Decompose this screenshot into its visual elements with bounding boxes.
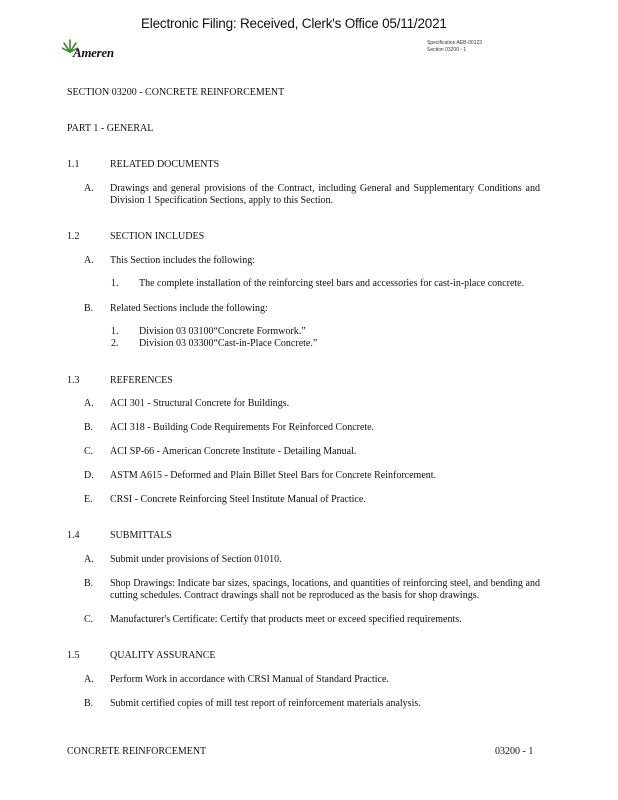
- paragraph-text: Manufacturer's Certificate: Certify that products meet or exceed specified requirements.: [110, 614, 462, 625]
- subparagraph-text: The complete installation of the reinforcing steel bars and accessories for cast-in-place concrete.: [139, 278, 525, 289]
- section-title: SECTION 03200 - CONCRETE REINFORCEMENT: [67, 87, 285, 98]
- subparagraph-text: Division 03 03300“Cast-in-Place Concrete.”: [139, 338, 318, 349]
- subparagraph-number: 1.: [111, 326, 119, 337]
- spec-line-1: Specification AEB-00123: [427, 40, 483, 46]
- paragraph-text: Perform Work in accordance with CRSI Manual of Standard Practice.: [110, 674, 389, 685]
- filing-stamp: Electronic Filing: Received, Clerk's Office 05/11/2021: [141, 16, 447, 31]
- paragraph-letter: A.: [84, 674, 94, 685]
- subparagraph-text: Division 03 03100“Concrete Formwork.”: [139, 326, 306, 337]
- paragraph-letter: A.: [84, 398, 94, 409]
- article-number: 1.2: [67, 231, 80, 242]
- paragraph-letter: B.: [84, 303, 94, 314]
- paragraph-letter: A.: [84, 183, 94, 194]
- paragraph-letter: A.: [84, 554, 94, 565]
- article-title: SUBMITTALS: [110, 530, 172, 541]
- paragraph-text: Related Sections include the following:: [110, 303, 268, 314]
- paragraph-text: ACI 301 - Structural Concrete for Buildings.: [110, 398, 290, 409]
- paragraph-letter: B.: [84, 422, 94, 433]
- paragraph-text: Submit certified copies of mill test report of reinforcement materials analysis.: [110, 698, 421, 709]
- paragraph-letter: D.: [84, 470, 94, 481]
- part-title: PART 1 - GENERAL: [67, 123, 154, 134]
- page-number: 03200 - 1: [495, 746, 534, 757]
- article-number: 1.4: [67, 530, 80, 541]
- article-title: RELATED DOCUMENTS: [110, 159, 220, 170]
- subparagraph-number: 1.: [111, 278, 119, 289]
- article-number: 1.5: [67, 650, 80, 661]
- paragraph-letter: C.: [84, 614, 94, 625]
- subparagraph-number: 2.: [111, 338, 119, 349]
- paragraph-letter: B.: [84, 698, 94, 709]
- article-title: QUALITY ASSURANCE: [110, 650, 216, 661]
- article-number: 1.1: [67, 159, 80, 170]
- paragraph-letter: E.: [84, 494, 93, 505]
- paragraph-text: ACI SP-66 - American Concrete Institute - Detailing Manual.: [110, 446, 357, 457]
- article-number: 1.3: [67, 375, 80, 386]
- paragraph-letter: A.: [84, 255, 94, 266]
- article-title: REFERENCES: [110, 375, 173, 386]
- paragraph-text: Shop Drawings: Indicate bar sizes, spacings, locations, and quantities of reinforcing steel, and bending and cutting schedules. Contract drawings shall not be reproduced as the basis for shop drawings.: [110, 578, 540, 601]
- paragraph-text: ACI 318 - Building Code Requirements For Reinforced Concrete.: [110, 422, 375, 433]
- spec-line-2: Section 03200 - 1: [427, 47, 467, 53]
- ameren-logo: [62, 38, 122, 62]
- paragraph-letter: C.: [84, 446, 94, 457]
- footer-title: CONCRETE REINFORCEMENT: [67, 746, 207, 757]
- paragraph-text: Submit under provisions of Section 01010.: [110, 554, 282, 565]
- logo-text: Ameren: [73, 45, 114, 60]
- paragraph-text: CRSI - Concrete Reinforcing Steel Institute Manual of Practice.: [110, 494, 366, 505]
- paragraph-text: This Section includes the following:: [110, 255, 255, 266]
- paragraph-text: Drawings and general provisions of the Contract, including General and Supplementary Conditions and Division 1 Specification Sections, apply to this Section.: [110, 183, 540, 206]
- paragraph-letter: B.: [84, 578, 94, 589]
- article-title: SECTION INCLUDES: [110, 231, 205, 242]
- paragraph-text: ASTM A615 - Deformed and Plain Billet Steel Bars for Concrete Reinforcement.: [110, 470, 437, 481]
- spec-reference: [427, 40, 482, 54]
